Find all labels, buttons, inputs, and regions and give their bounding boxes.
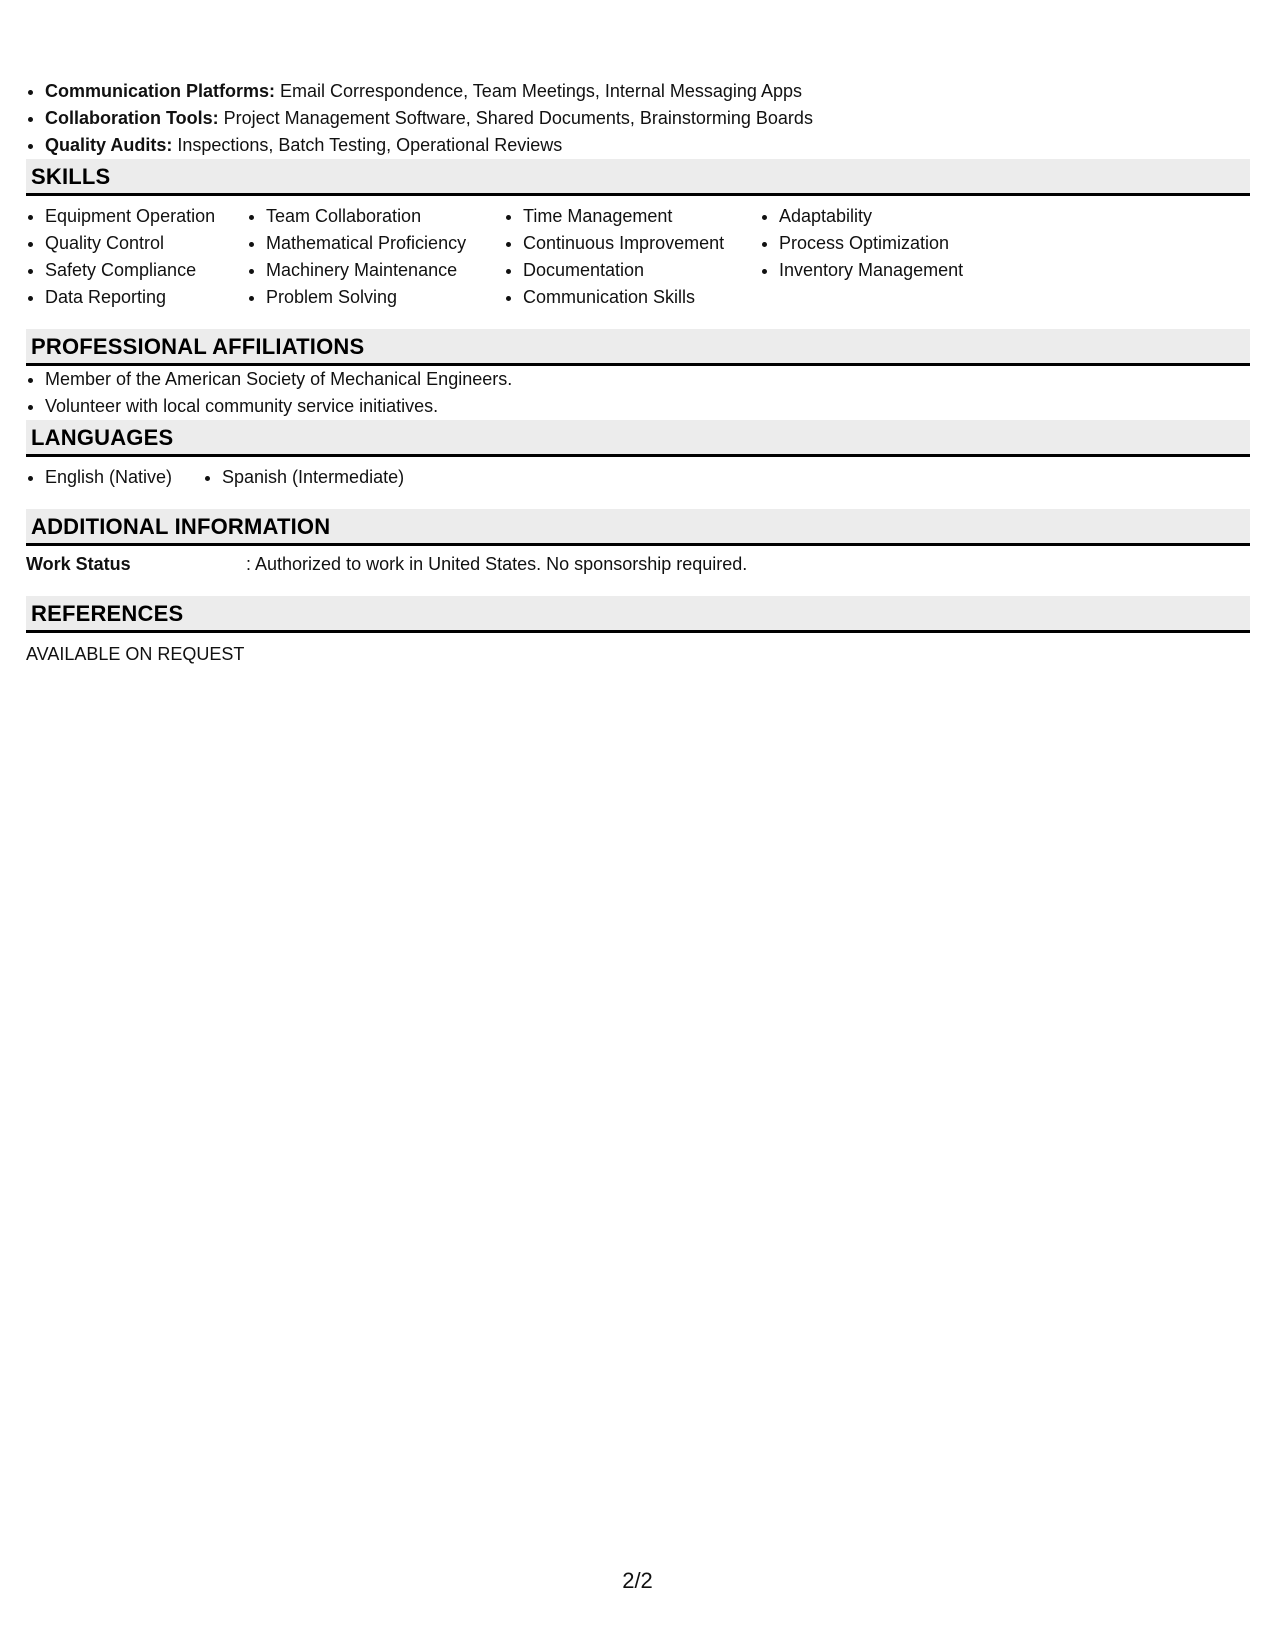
- skill-item: • Communication Skills: [523, 284, 760, 311]
- skill-item: • Inventory Management: [779, 257, 1020, 284]
- skill-item: • Equipment Operation: [45, 203, 247, 230]
- resume-page: [26, 78, 1250, 668]
- skill-item: • Adaptability: [779, 203, 1020, 230]
- languages-list: [26, 464, 1250, 491]
- skill-item: • Safety Compliance: [45, 257, 247, 284]
- references-section-title: REFERENCES: [26, 596, 1250, 633]
- page-number: 2/2: [622, 1568, 653, 1593]
- work-status-label: Work Status: [26, 554, 131, 574]
- language-item: • Spanish (Intermediate): [222, 464, 404, 491]
- additional-info-section-title: ADDITIONAL INFORMATION: [26, 509, 1250, 546]
- list-item: [45, 78, 1250, 105]
- list-item-label: Communication Platforms:: [45, 81, 276, 101]
- skill-item: • Continuous Improvement: [523, 230, 760, 257]
- skills-column: [247, 203, 504, 311]
- languages-section-title: LANGUAGES: [26, 420, 1250, 457]
- list-item: [45, 105, 1250, 132]
- skills-column: [504, 203, 760, 311]
- skills-column: [760, 203, 1020, 311]
- skill-item: • Quality Control: [45, 230, 247, 257]
- list-item-text: Project Management Software, Shared Documents, Brainstorming Boards: [218, 108, 813, 128]
- skill-item: • Process Optimization: [779, 230, 1020, 257]
- skills-column: [26, 203, 247, 311]
- tools-list: [26, 78, 1250, 159]
- skills-section-title: SKILLS: [26, 159, 1250, 196]
- affiliations-list: [26, 366, 1250, 420]
- list-item-label: Quality Audits:: [45, 135, 173, 155]
- skill-item: • Problem Solving: [266, 284, 504, 311]
- list-item-text: Email Correspondence, Team Meetings, Internal Messaging Apps: [275, 81, 802, 101]
- list-item-text: Inspections, Batch Testing, Operational Reviews: [172, 135, 563, 155]
- language-item: • English (Native): [45, 464, 203, 491]
- skill-item: • Team Collaboration: [266, 203, 504, 230]
- affiliations-section-title: PROFESSIONAL AFFILIATIONS: [26, 329, 1250, 366]
- affiliation-item: • Member of the American Society of Mechanical Engineers.: [45, 366, 1250, 393]
- skill-item: • Mathematical Proficiency: [266, 230, 504, 257]
- affiliation-item: • Volunteer with local community service initiatives.: [45, 393, 1250, 420]
- skills-grid: [26, 203, 1250, 311]
- references-text: AVAILABLE ON REQUEST: [26, 644, 245, 664]
- list-item: [45, 132, 1250, 159]
- list-item-label: Collaboration Tools:: [45, 108, 219, 128]
- work-status-row: [26, 551, 1250, 578]
- skill-item: • Machinery Maintenance: [266, 257, 504, 284]
- skill-item: • Documentation: [523, 257, 760, 284]
- work-status-value: : Authorized to work in United States. No sponsorship required.: [246, 554, 748, 574]
- skill-item: • Data Reporting: [45, 284, 247, 311]
- skill-item: • Time Management: [523, 203, 760, 230]
